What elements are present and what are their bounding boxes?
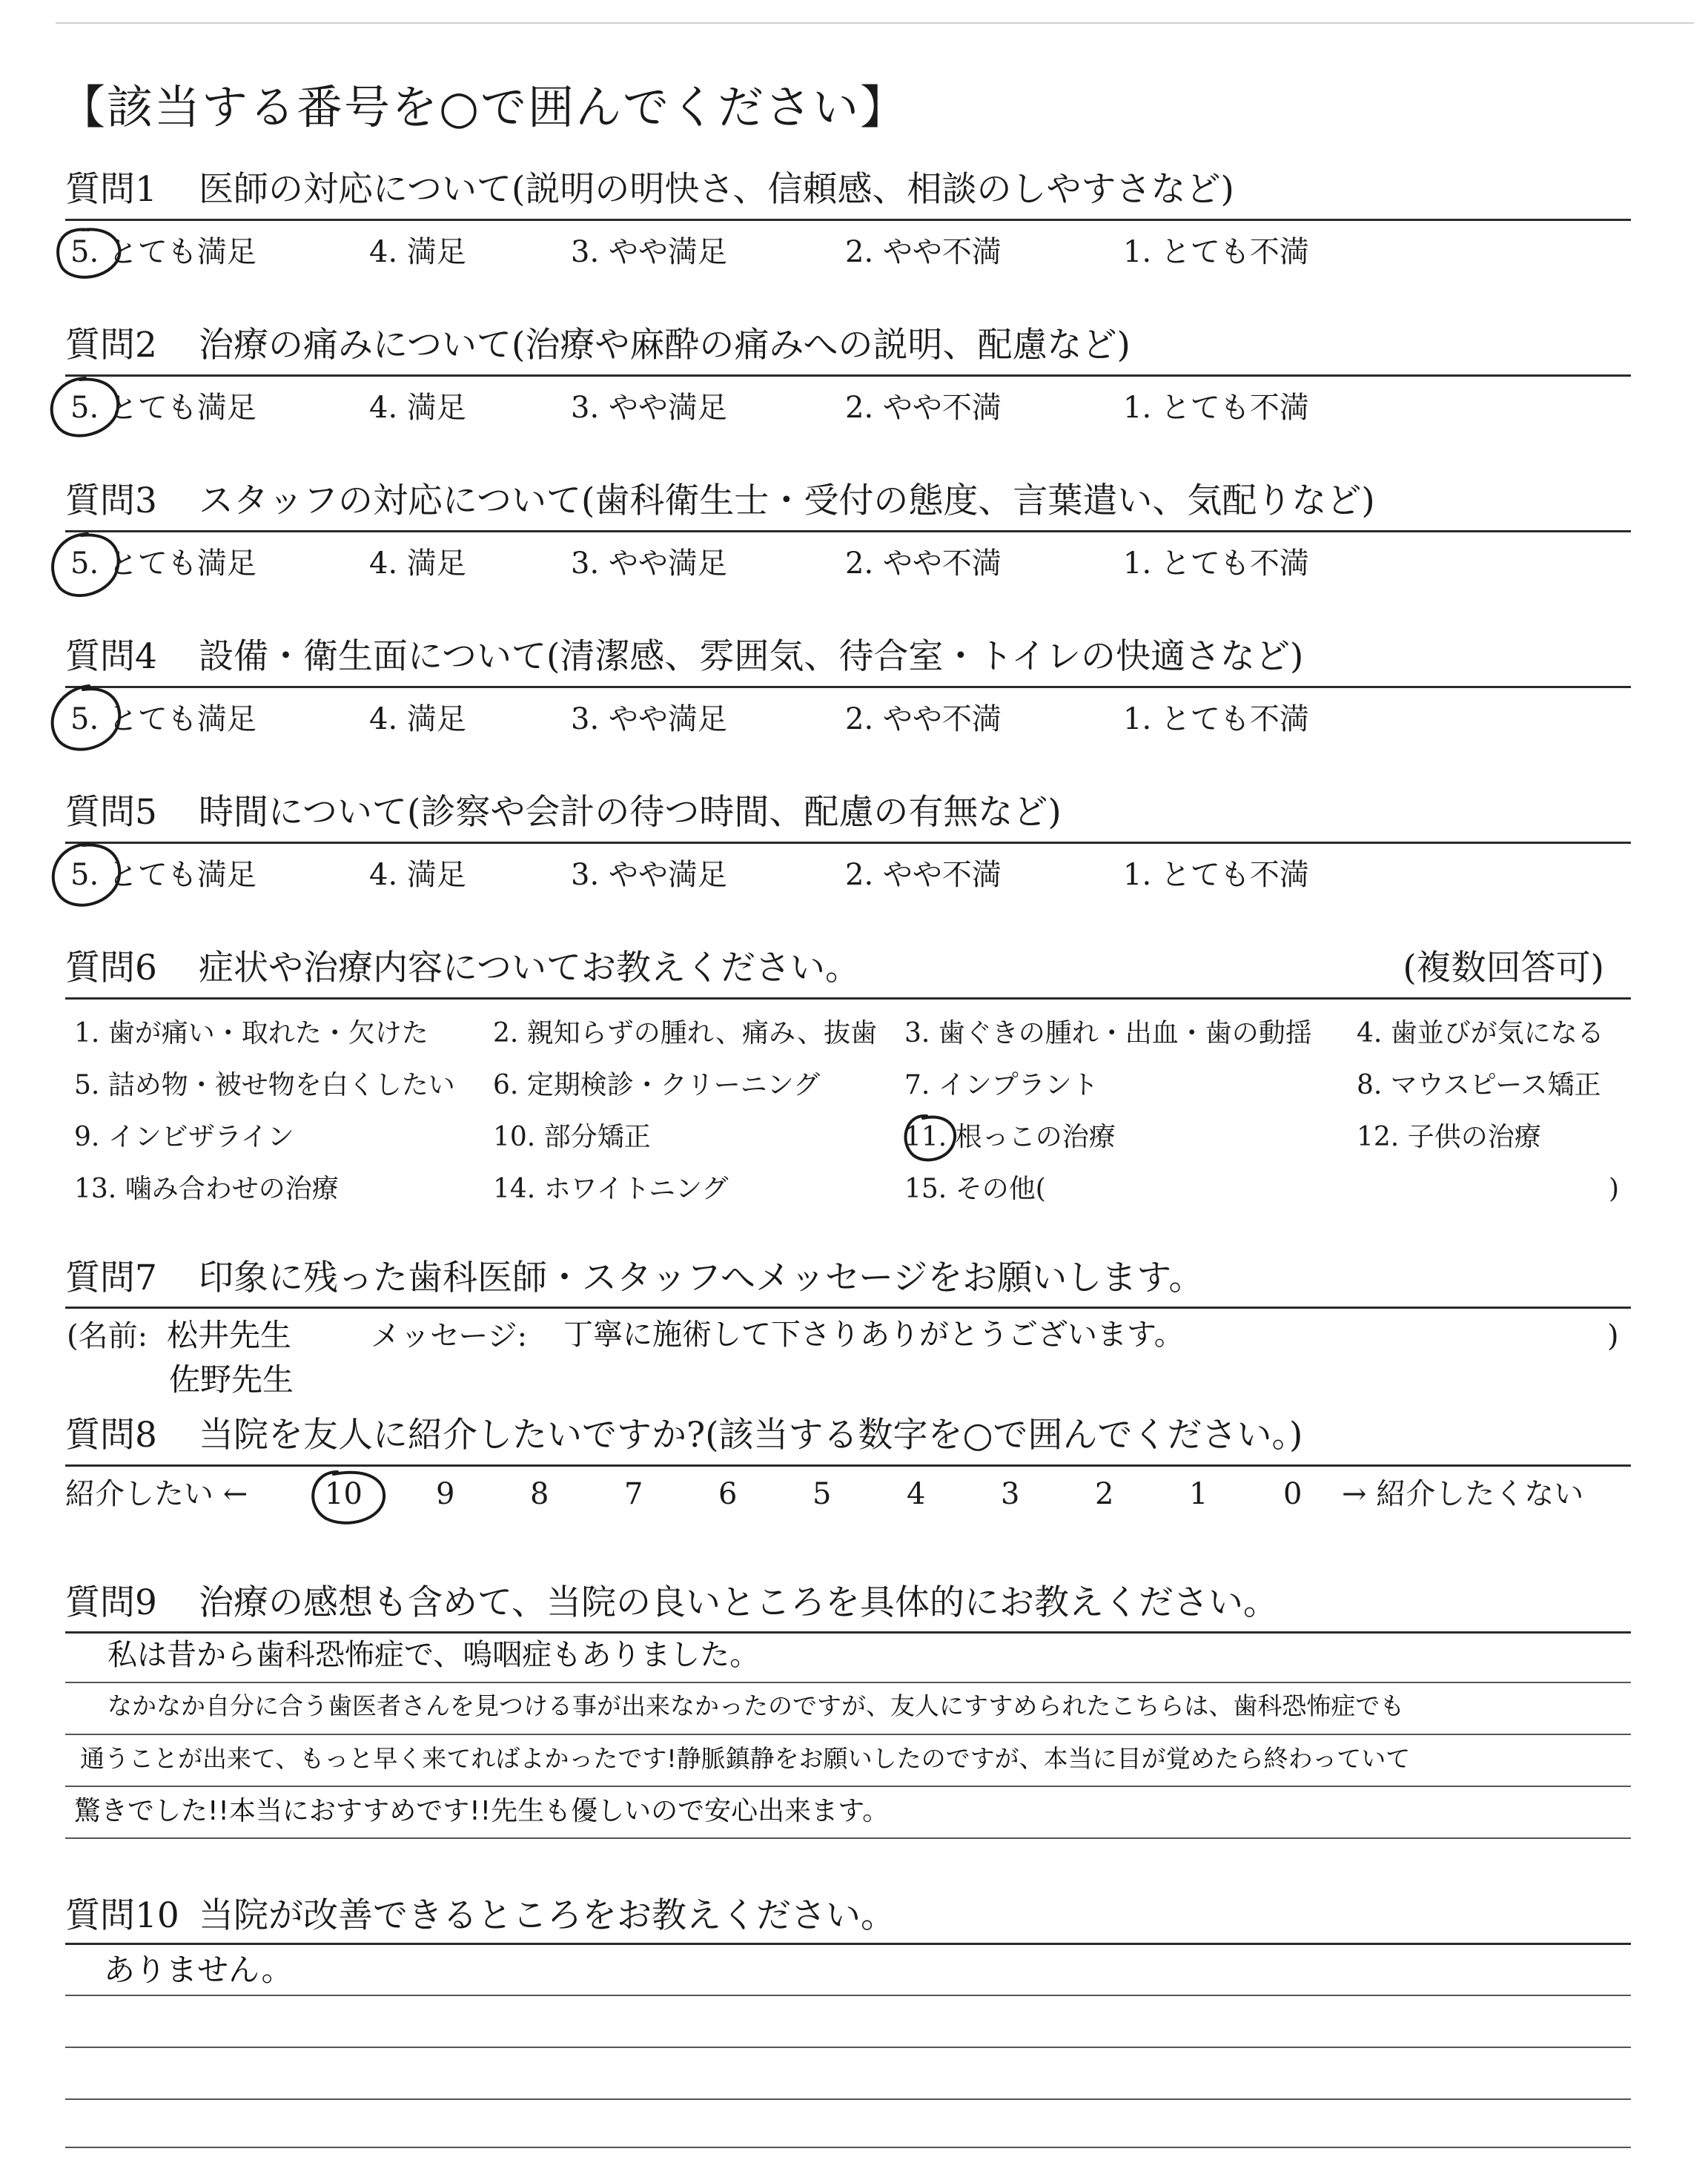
scale-value-8[interactable]: 8	[530, 1477, 549, 1511]
answer-line	[65, 1682, 1631, 1683]
question-6-number: 質問6	[65, 948, 157, 988]
name-label: (名前:	[67, 1319, 148, 1353]
answer-line	[65, 2047, 1631, 2048]
question-2-option-2[interactable]: 2. やや不満	[845, 391, 1002, 425]
question-4-option-4[interactable]: 4. 満足	[369, 702, 466, 736]
question-2-text: 治療の痛みについて(治療や麻酔の痛みへの説明、配慮など)	[199, 325, 1131, 366]
staff-name-1[interactable]: 松井先生	[167, 1317, 292, 1353]
question-7-title	[65, 1258, 1204, 1298]
top-edge-line	[56, 22, 1694, 24]
question-3-number: 質問3	[65, 480, 157, 521]
question-10-number: 質問10	[65, 1895, 179, 1936]
message-close-paren: )	[1607, 1319, 1619, 1353]
question-2-option-4[interactable]: 4. 満足	[369, 391, 466, 425]
question-8-text: 当院を友人に紹介したいですか?(該当する数字を○で囲んでください。)	[199, 1415, 1303, 1456]
question-1-option-4[interactable]: 4. 満足	[369, 235, 466, 269]
message-answer[interactable]: 丁寧に施術して下さりありがとうございます。	[563, 1318, 1184, 1352]
question-4-title	[65, 636, 1304, 677]
question-8-title	[65, 1415, 1303, 1456]
question-7-rule	[65, 1307, 1631, 1309]
scale-value-2[interactable]: 2	[1095, 1477, 1114, 1511]
symptom-item-15[interactable]: 15. その他(	[904, 1174, 1046, 1204]
symptom-item-7[interactable]: 7. インプラント	[904, 1070, 1099, 1100]
question-4-option-3[interactable]: 3. やや満足	[571, 702, 727, 736]
question-5-option-3[interactable]: 3. やや満足	[571, 858, 727, 892]
scale-value-1[interactable]: 1	[1189, 1477, 1208, 1511]
question-5-option-5[interactable]: 5. とても満足	[70, 858, 256, 892]
question-10-text: 当院が改善できるところをお教えください。	[199, 1895, 896, 1936]
question-3-option-2[interactable]: 2. やや不満	[845, 546, 1002, 581]
question-5-option-1[interactable]: 1. とても不満	[1123, 858, 1309, 892]
question-8-rule	[65, 1464, 1631, 1467]
scale-value-10[interactable]: 10	[325, 1477, 363, 1511]
question-9-title	[65, 1582, 1279, 1623]
message-label: メッセージ:	[371, 1319, 528, 1353]
symptom-item-9[interactable]: 9. インビザライン	[74, 1122, 294, 1152]
answer-line	[65, 1734, 1631, 1735]
question-2-title	[65, 325, 1131, 366]
recommend-left-label: 紹介したい ←	[65, 1477, 248, 1511]
question-5-title	[65, 792, 1062, 833]
question-1-number: 質問1	[65, 169, 157, 210]
question-4-rule	[65, 686, 1631, 688]
answer-line	[65, 1786, 1631, 1787]
symptom-item-8[interactable]: 8. マウスピース矯正	[1357, 1070, 1601, 1100]
symptom-item-3[interactable]: 3. 歯ぐきの腫れ・出血・歯の動揺	[904, 1018, 1312, 1048]
question-4-option-5[interactable]: 5. とても満足	[70, 702, 256, 736]
question-5-text: 時間について(診察や会計の待つ時間、配慮の有無など)	[199, 792, 1062, 833]
symptom-item-14[interactable]: 14. ホワイトニング	[493, 1174, 729, 1204]
symptom-item-10[interactable]: 10. 部分矯正	[493, 1122, 651, 1152]
question-9-text: 治療の感想も含めて、当院の良いところを具体的にお教えください。	[199, 1582, 1279, 1623]
q9-answer-line-4[interactable]: 驚きでした!!本当におすすめです!!先生も優しいので安心出来ます。	[74, 1796, 890, 1826]
question-6-text: 症状や治療内容についてお教えください。	[199, 948, 861, 988]
question-4-option-2[interactable]: 2. やや不満	[845, 702, 1002, 736]
question-2-option-5[interactable]: 5. とても満足	[70, 391, 256, 425]
question-2-rule	[65, 374, 1631, 377]
question-2-option-1[interactable]: 1. とても不満	[1123, 391, 1309, 425]
question-5-rule	[65, 842, 1631, 844]
question-3-title	[65, 480, 1375, 521]
question-1-option-3[interactable]: 3. やや満足	[571, 235, 727, 269]
question-3-option-3[interactable]: 3. やや満足	[571, 546, 727, 581]
question-1-option-2[interactable]: 2. やや不満	[845, 235, 1002, 269]
question-4-number: 質問4	[65, 636, 157, 677]
question-8-number: 質問8	[65, 1415, 157, 1456]
answer-line	[65, 2098, 1631, 2100]
question-3-rule	[65, 530, 1631, 532]
symptom-item-2[interactable]: 2. 親知らずの腫れ、痛み、抜歯	[493, 1018, 878, 1048]
question-7-text: 印象に残った歯科医師・スタッフへメッセージをお願いします。	[199, 1258, 1204, 1298]
staff-name-2[interactable]: 佐野先生	[169, 1361, 294, 1398]
symptom-item-6[interactable]: 6. 定期検診・クリーニング	[493, 1070, 821, 1100]
symptom-item-4[interactable]: 4. 歯並びが気になる	[1357, 1018, 1604, 1048]
q10-answer[interactable]: ありません。	[104, 1952, 293, 1988]
scale-value-3[interactable]: 3	[1001, 1477, 1020, 1511]
question-6-rule	[65, 997, 1631, 1000]
question-3-text: スタッフの対応について(歯科衛生士・受付の態度、言葉遣い、気配りなど)	[199, 480, 1375, 521]
answer-line	[65, 1837, 1631, 1839]
scale-value-9[interactable]: 9	[436, 1477, 455, 1511]
question-3-option-1[interactable]: 1. とても不満	[1123, 546, 1309, 581]
question-5-number: 質問5	[65, 792, 157, 833]
question-4-option-1[interactable]: 1. とても不満	[1123, 702, 1309, 736]
scale-value-6[interactable]: 6	[718, 1477, 738, 1511]
question-9-number: 質問9	[65, 1582, 157, 1623]
answer-line	[65, 2147, 1631, 2148]
scale-value-0[interactable]: 0	[1283, 1477, 1302, 1511]
symptom-item-1[interactable]: 1. 歯が痛い・取れた・欠けた	[74, 1018, 428, 1048]
question-1-option-1[interactable]: 1. とても不満	[1123, 235, 1309, 269]
recommend-right-label: → 紹介したくない	[1342, 1477, 1584, 1511]
page-heading: 【該当する番号を○で囲んでください】	[59, 80, 908, 134]
question-1-title	[65, 169, 1234, 210]
symptom-other-close-paren: )	[1609, 1174, 1620, 1204]
question-3-option-4[interactable]: 4. 満足	[369, 546, 466, 581]
question-9-rule	[65, 1631, 1631, 1634]
question-6-title	[65, 948, 861, 988]
answer-line	[65, 1995, 1631, 1996]
q9-answer-line-1[interactable]: 私は昔から歯科恐怖症で、嗚咽症もありました。	[107, 1638, 760, 1672]
question-10-rule	[65, 1943, 1631, 1945]
question-7-number: 質問7	[65, 1258, 157, 1298]
question-1-rule	[65, 219, 1631, 221]
question-4-text: 設備・衛生面について(清潔感、雰囲気、待合室・トイレの快適さなど)	[199, 636, 1304, 677]
question-10-title	[65, 1895, 896, 1936]
symptom-item-11[interactable]: 11. 根っこの治療	[904, 1122, 1116, 1152]
question-5-option-2[interactable]: 2. やや不満	[845, 858, 1002, 892]
scale-value-5[interactable]: 5	[812, 1477, 832, 1511]
symptom-item-13[interactable]: 13. 噛み合わせの治療	[74, 1174, 339, 1204]
question-1-option-5[interactable]: 5. とても満足	[70, 235, 256, 269]
question-1-text: 医師の対応について(説明の明快さ、信頼感、相談のしやすさなど)	[199, 169, 1234, 210]
scale-value-4[interactable]: 4	[907, 1477, 926, 1511]
symptom-item-12[interactable]: 12. 子供の治療	[1357, 1122, 1541, 1152]
q9-answer-line-3[interactable]: 通うことが出来て、もっと早く来てればよかったです!静脈鎮静をお願いしたのですが、本当に目が覚めたら終わっていて	[80, 1744, 1411, 1773]
question-2-option-3[interactable]: 3. やや満足	[571, 391, 727, 425]
question-6-note: (複数回答可)	[1403, 948, 1604, 988]
q9-answer-line-2[interactable]: なかなか自分に合う歯医者さんを見つける事が出来なかったのですが、友人にすすめられたこちらは、歯科恐怖症でも	[107, 1691, 1405, 1720]
scale-value-7[interactable]: 7	[624, 1477, 643, 1511]
question-5-option-4[interactable]: 4. 満足	[369, 858, 466, 892]
question-2-number: 質問2	[65, 325, 157, 366]
symptom-item-5[interactable]: 5. 詰め物・被せ物を白くしたい	[74, 1070, 455, 1100]
question-3-option-5[interactable]: 5. とても満足	[70, 546, 256, 581]
